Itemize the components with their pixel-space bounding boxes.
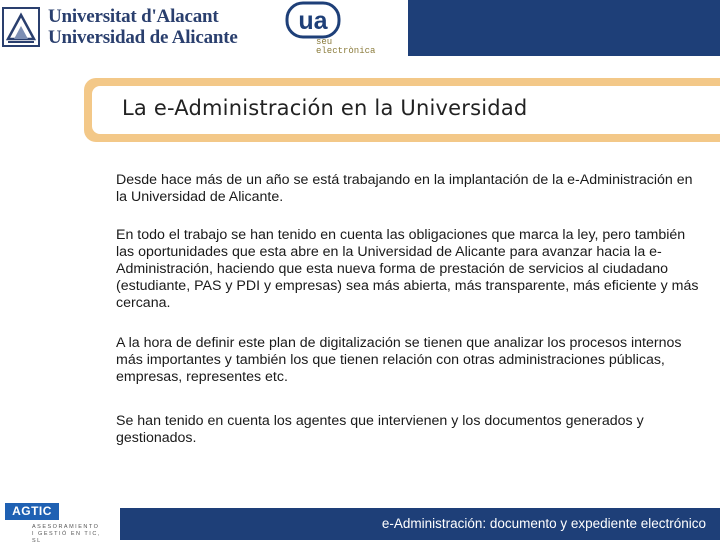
ua-logo-sub-line1: seu (316, 37, 333, 47)
university-names (48, 6, 238, 48)
seu-electronica-logo[interactable] (284, 0, 384, 56)
university-name-spanish: Universidad de Alicante (48, 27, 238, 48)
ua-logo-text: ua (298, 7, 328, 35)
paragraph-2: En todo el trabajo se han tenido en cuenta las obligaciones que marca la ley, pero también las oportunidades que esta abre en la Universidad de Alicante para avanzar hacia la e-Administración, haciendo que esta nueva forma de prestación de servicios al ciudadano (estudiante, PAS y PDI y empresas) sea más abierta, más transparente, más eficiente y más cercana. (116, 227, 699, 311)
header-band (408, 0, 720, 56)
agtic-sub-line2: I GESTIÓ EN TIC, SL (32, 531, 101, 544)
paragraph-4: Se han tenido en cuenta los agentes que intervienen y los documentos generados y gestionados. (116, 413, 644, 446)
university-emblem-icon (2, 7, 40, 47)
paragraph-1: Desde hace más de un año se está trabajando en la implantación de la e-Administración en la Universidad de Alicante. (116, 172, 693, 205)
ua-logo-subtitle (316, 38, 375, 56)
title-frame-inner (92, 86, 720, 134)
body-content (116, 172, 706, 468)
page-header (0, 0, 720, 56)
agtic-subtitle (32, 524, 112, 545)
footer-text: e-Administración: documento y expediente electrónico (381, 516, 706, 531)
agtic-badge: AGTIC (5, 503, 59, 520)
ua-logo-icon (284, 0, 344, 40)
page-title: La e-Administración en la Universidad (122, 96, 528, 120)
footer-band (120, 508, 720, 540)
agtic-logo[interactable] (2, 500, 112, 544)
title-frame (84, 78, 720, 142)
university-name-valencian: Universitat d'Alacant (48, 6, 219, 27)
ua-logo-sub-line2: electrònica (316, 46, 376, 56)
paragraph-3: A la hora de definir este plan de digitalización se tienen que analizar los procesos internos más importantes y también los que tienen relación con otras administraciones públicas, empresas, representes etc. (116, 335, 682, 385)
university-logo[interactable] (2, 4, 242, 50)
agtic-sub-line1: ASESORAMIENTO (32, 524, 100, 530)
